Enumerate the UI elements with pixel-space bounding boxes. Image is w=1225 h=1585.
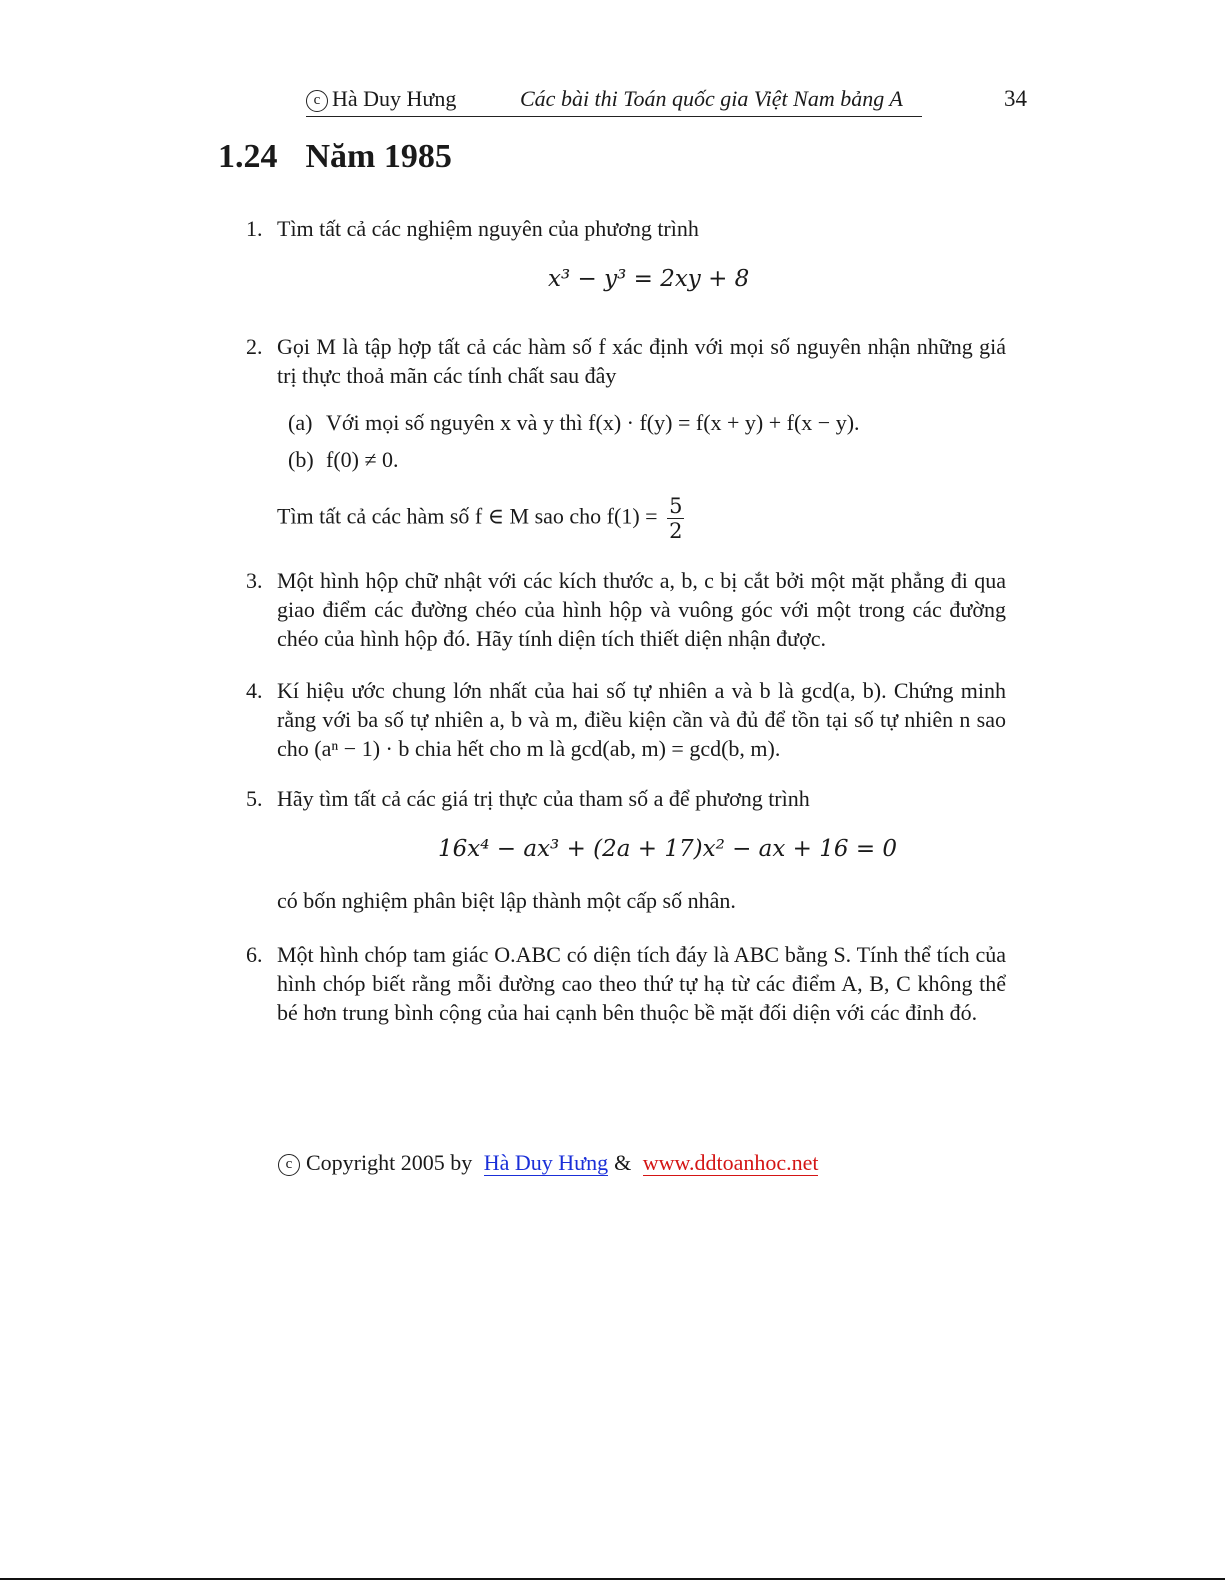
problem-3 — [246, 566, 1006, 653]
condition-b — [288, 447, 399, 473]
author-link[interactable]: Hà Duy Hưng — [483, 1150, 609, 1175]
problem-text: Một hình hộp chữ nhật với các kích thước a, b, c bị cắt bởi một mặt phẳng đi qua giao điểm các đường chéo của hình hộp và vuông góc với một trong các đường chéo của hình hộp đó. Hãy tính diện tích thiết diện nhận được. — [277, 568, 1006, 651]
header-author-name: Hà Duy Hưng — [332, 86, 457, 111]
condition-label: (b) — [288, 447, 314, 472]
fraction-numerator: 5 — [669, 494, 683, 518]
equation-1: x³ − y³ = 2xy + 8 — [548, 266, 750, 292]
header-author — [306, 86, 456, 112]
footer-prefix: Copyright 2005 by — [306, 1150, 473, 1175]
copyright-mark: c — [306, 90, 328, 112]
section-number: 1.24 — [218, 138, 278, 175]
problem-text: Gọi M là tập hợp tất cả các hàm số f xác định với mọi số nguyên nhận những giá trị thực thoả mãn các tính chất sau đây — [277, 334, 1006, 388]
problem-5 — [246, 784, 1006, 813]
condition-label: (a) — [288, 410, 313, 435]
header-series-title: Các bài thi Toán quốc gia Việt Nam bảng A — [520, 86, 903, 111]
running-header — [306, 84, 922, 117]
section-title: Năm 1985 — [305, 138, 452, 175]
condition-text: Với mọi số nguyên x và y thì f(x) · f(y) = f(x + y) + f(x − y). — [326, 410, 860, 435]
condition-a — [288, 410, 860, 436]
problem-5-continuation: có bốn nghiệm phân biệt lập thành một cấp số nhân. — [277, 888, 736, 913]
problem-text: Tìm tất cả các nghiệm nguyên của phương trình — [277, 216, 699, 241]
problem-2 — [246, 332, 1006, 390]
problem-number: 2. — [246, 334, 263, 359]
problem-4 — [246, 676, 1006, 763]
problem-number: 1. — [246, 216, 263, 241]
problem-number: 6. — [246, 942, 263, 967]
equation-5: 16x⁴ − ax³ + (2a + 17)x² − ax + 16 = 0 — [438, 836, 898, 862]
problem-text: Kí hiệu ước chung lớn nhất của hai số tự nhiên a và b là gcd(a, b). Chứng minh rằng với ba số tự nhiên a, b và m, điều kiện cần và đủ để tồn tại số tự nhiên n sao cho (aⁿ − 1) · b chia hết cho m là gcd(ab, m) = gcd(b, m). — [277, 678, 1006, 761]
fraction-denominator: 2 — [669, 519, 683, 543]
problem-number: 4. — [246, 678, 263, 703]
problem-2-question — [277, 494, 684, 543]
footer-ampersand: & — [614, 1150, 632, 1175]
section-heading — [218, 138, 452, 176]
page-number: 34 — [1004, 86, 1027, 111]
problem-text: Hãy tìm tất cả các giá trị thực của tham số a để phương trình — [277, 786, 810, 811]
problem-6 — [246, 940, 1006, 1027]
website-link[interactable]: www.ddtoanhoc.net — [642, 1150, 819, 1175]
copyright-mark: c — [278, 1154, 300, 1176]
condition-text: f(0) ≠ 0. — [326, 447, 399, 472]
copyright-footer — [278, 1150, 818, 1176]
problem-number: 3. — [246, 568, 263, 593]
question-text: Tìm tất cả các hàm số f ∈ M sao cho f(1) = — [277, 503, 658, 529]
problem-1 — [246, 214, 1006, 243]
page-bottom-rule — [0, 1578, 1225, 1580]
fraction — [667, 494, 684, 543]
problem-number: 5. — [246, 786, 263, 811]
problem-text: Một hình chóp tam giác O.ABC có diện tích đáy là ABC bằng S. Tính thể tích của hình chóp biết rằng mỗi đường cao theo thứ tự hạ từ các điểm A, B, C không thể bé hơn trung bình cộng của hai cạnh bên thuộc bề mặt đối diện với các đỉnh đó. — [277, 942, 1006, 1025]
